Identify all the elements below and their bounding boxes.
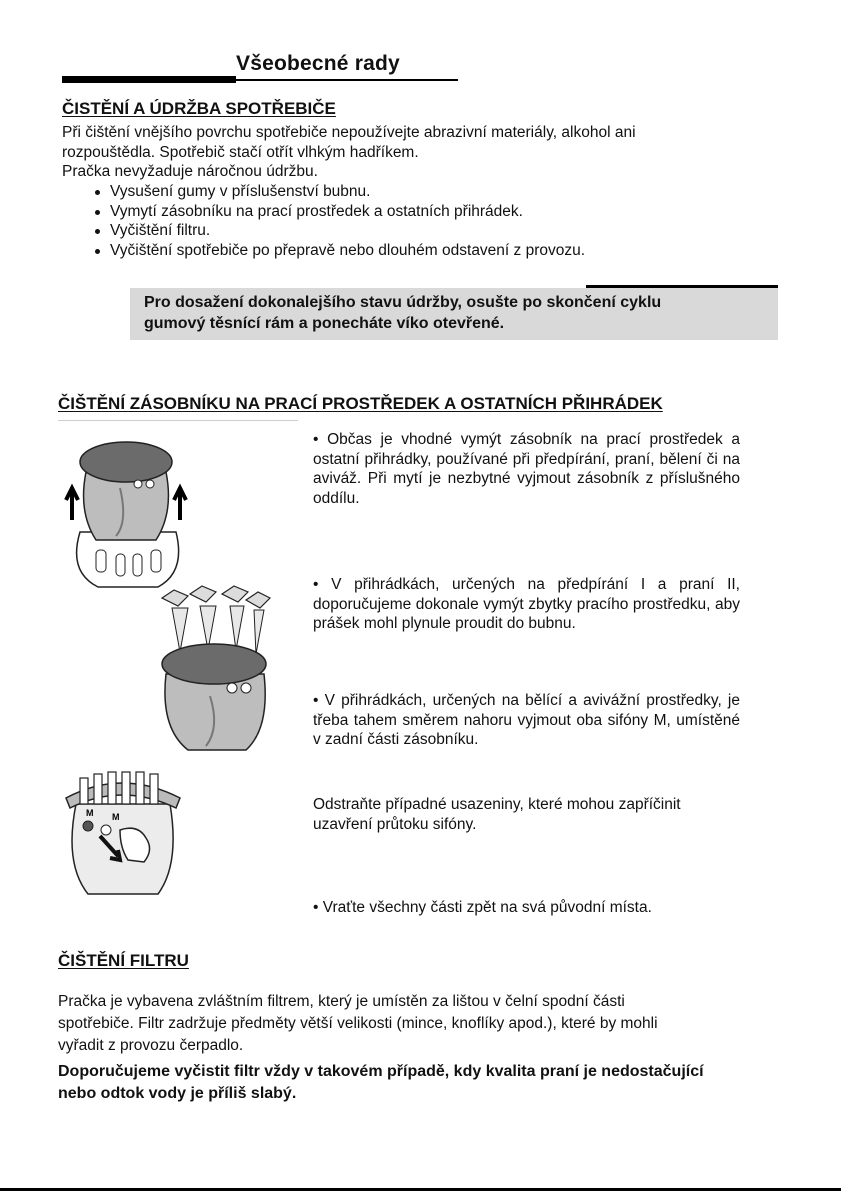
compartment-bar-shape — [94, 774, 102, 804]
care-bullet-item: Vymytí zásobníku na prací prostředek a ostatních přihrádek. — [62, 202, 585, 222]
care-paragraph-line: rozpouštědla. Spotřebič stačí otřít vlhkým hadříkem. — [62, 143, 419, 161]
care-paragraph-line: Při čištění vnějšího povrchu spotřebiče nepoužívejte abrazivní materiály, alkohol ani — [62, 124, 636, 141]
dispenser-lid-shape — [80, 442, 172, 482]
page-title: Všeobecné rady — [236, 52, 400, 75]
siphon-label-2: M — [112, 812, 120, 822]
filter-paragraph-line: spotřebiče. Filtr zadržuje předměty větší velikosti (mince, knoflíky apod.), které by mohli — [58, 1015, 658, 1032]
button-shape — [151, 550, 161, 572]
siphon-cap-shape — [190, 586, 216, 602]
care-bullet-item: Vysušení gumy v příslušenství bubnu. — [62, 182, 585, 202]
lift-arrow-right-icon — [174, 488, 186, 520]
siphon-tube-shape — [172, 608, 188, 652]
tip-text — [144, 292, 774, 334]
button-shape — [116, 554, 125, 576]
siphon-icon — [134, 480, 142, 488]
dispenser-paragraph-4: Odstraňte případné usazeniny, které mohou zapříčinit uzavření průtoku sifóny. — [313, 796, 681, 833]
tip-rule — [586, 285, 778, 288]
filter-warning — [58, 1061, 704, 1105]
tip-line: Pro dosažení dokonalejšího stavu údržby, osušte po skončení cyklu — [144, 294, 662, 311]
compartment-bar-shape — [80, 778, 88, 804]
care-heading: ČISTĚNÍ A ÚDRŽBA SPOTŘEBIČE — [62, 99, 336, 118]
siphon-cap-shape — [162, 590, 188, 606]
siphon-icon — [101, 825, 111, 835]
title-rule-thick — [62, 76, 236, 83]
siphon-cap-shape — [222, 586, 248, 602]
siphon-cap-shape — [246, 592, 270, 608]
care-bullet-item: Vyčištění filtru. — [62, 221, 585, 241]
siphon-icon — [83, 821, 93, 831]
care-paragraph-line: Pračka nevyžaduje náročnou údržbu. — [62, 163, 318, 180]
siphon-icon — [146, 480, 154, 488]
compartment-bar-shape — [122, 772, 130, 804]
compartment-bar-shape — [108, 772, 116, 804]
care-bullet-list — [62, 182, 585, 260]
care-bullet-item: Vyčištění spotřebiče po přepravě nebo dlouhém odstavení z provozu. — [62, 241, 585, 261]
filter-paragraph-line: Pračka je vybavena zvláštním filtrem, který je umístěn za lištou v čelní spodní části — [58, 993, 625, 1010]
title-rule-thin — [236, 79, 458, 81]
dispenser-lid-shape — [162, 644, 266, 684]
button-shape — [96, 550, 106, 572]
siphon-tube-shape — [230, 606, 244, 650]
siphon-removal-illustration — [58, 764, 188, 906]
compartment-bar-shape — [136, 772, 144, 804]
filter-paragraph — [58, 991, 658, 1057]
care-paragraph — [62, 123, 636, 182]
dispenser-paragraph-3: • V přihrádkách, určených na bělící a avivážní prostředky, je třeba tahem směrem nahoru vyjmout oba sifóny M, umístěné v zadní části zásobníku. — [313, 692, 740, 748]
filter-warning-line: nebo odtok vody je příliš slabý. — [58, 1085, 297, 1102]
section-rule — [58, 420, 298, 421]
filter-heading: ČIŠTĚNÍ FILTRU — [58, 951, 189, 970]
siphons-lifted-illustration — [150, 578, 275, 756]
siphon-tube-shape — [254, 610, 264, 654]
siphon-icon — [227, 683, 237, 693]
tip-line: gumový těsnící rám a ponecháte víko otevřené. — [144, 315, 505, 332]
compartment-bar-shape — [150, 774, 158, 804]
dispenser-paragraph-5: • Vraťte všechny části zpět na svá původní místa. — [313, 899, 652, 916]
filter-paragraph-line: vyřadit z provozu čerpadlo. — [58, 1037, 244, 1054]
siphon-icon — [241, 683, 251, 693]
siphon-label-1: M — [86, 808, 94, 818]
button-shape — [133, 554, 142, 576]
dispenser-paragraph-2: • V přihrádkách, určených na předpírání I a praní II, doporučujeme dokonale vymýt zbytky pracího prostředku, aby prášek mohl plynule proudit do bubnu. — [313, 576, 740, 632]
filter-warning-line: Doporučujeme vyčistit filtr vždy v takovém případě, kdy kvalita praní je nedostačující — [58, 1063, 704, 1080]
lift-arrow-left-icon — [66, 488, 78, 520]
dispenser-heading: ČIŠTĚNÍ ZÁSOBNÍKU NA PRACÍ PROSTŘEDEK A OSTATNÍCH PŘIHRÁDEK — [58, 394, 663, 413]
dispenser-paragraph-1: • Občas je vhodné vymýt zásobník na prací prostředek a ostatní přihrádky, používané při předpírání, praní, bělení či na aviváž. Při mytí je nezbytné vyjmout zásobník z příslušného oddílu. — [313, 431, 740, 507]
